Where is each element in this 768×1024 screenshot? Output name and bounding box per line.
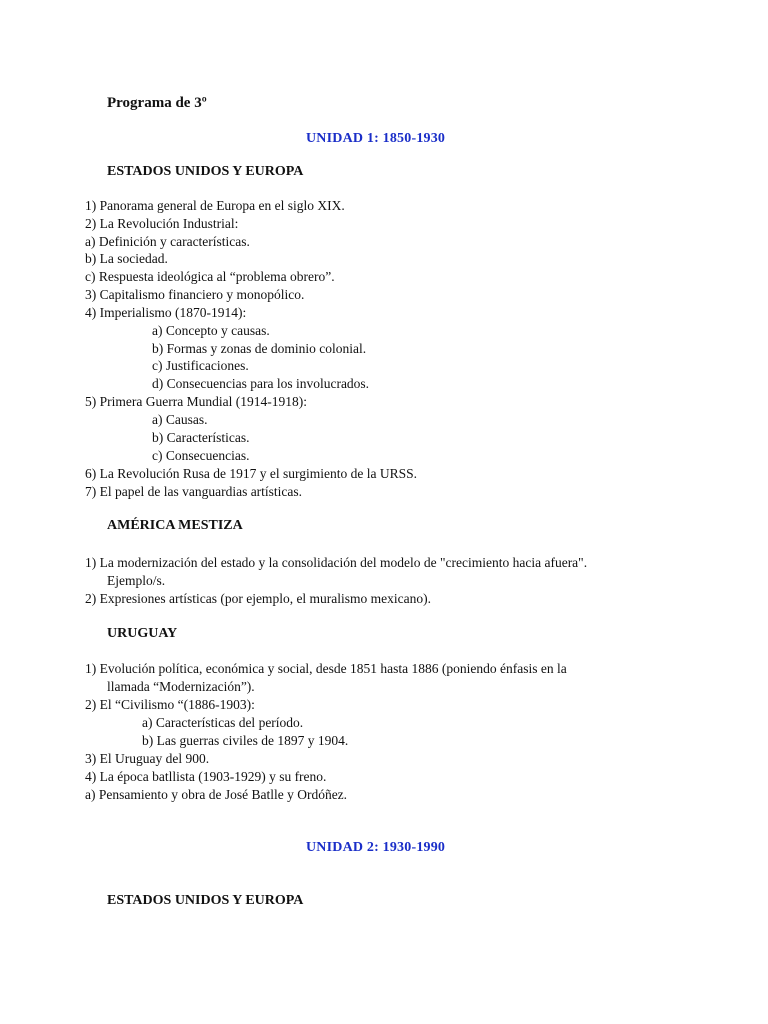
list-item: c) Respuesta ideológica al “problema obrero”. — [85, 269, 335, 284]
list-item: 1) La modernización del estado y la consolidación del modelo de "crecimiento hacia afuera". — [85, 555, 588, 570]
list-item: 2) El “Civilismo “(1886-1903): — [85, 697, 255, 712]
list-subitem: b) Características. — [152, 430, 250, 445]
list-item: a) Pensamiento y obra de José Batlle y Ordóñez. — [85, 787, 348, 802]
unit-2-heading: UNIDAD 2: 1930-1990 — [306, 840, 446, 855]
list-subitem: c) Justificaciones. — [152, 358, 249, 373]
unit-1-heading: UNIDAD 1: 1850-1930 — [306, 131, 446, 146]
list-item: 3) Capitalismo financiero y monopólico. — [85, 287, 305, 302]
list-item: 2) La Revolución Industrial: — [85, 216, 239, 231]
list-item: 1) Panorama general de Europa en el siglo XIX. — [85, 198, 345, 213]
list-subitem: a) Concepto y causas. — [152, 323, 270, 338]
section-heading-uruguay: URUGUAY — [107, 626, 178, 641]
list-item: 3) El Uruguay del 900. — [85, 751, 210, 766]
list-item: 4) La época batllista (1903-1929) y su freno. — [85, 769, 327, 784]
section-heading-estados-unidos-europa: ESTADOS UNIDOS Y EUROPA — [107, 164, 304, 179]
list-item: 2) Expresiones artísticas (por ejemplo, el muralismo mexicano). — [85, 591, 432, 606]
list-item: 4) Imperialismo (1870-1914): — [85, 305, 247, 320]
list-item: 1) Evolución política, económica y social, desde 1851 hasta 1886 (poniendo énfasis en la — [85, 661, 567, 676]
list-item: b) La sociedad. — [85, 251, 168, 266]
list-subitem: b) Las guerras civiles de 1897 y 1904. — [142, 733, 349, 748]
document-title: Programa de 3º — [107, 95, 207, 111]
section-heading-america-mestiza: AMÉRICA MESTIZA — [107, 518, 243, 533]
list-subitem: a) Características del período. — [142, 715, 304, 730]
section-heading-estados-unidos-europa-2: ESTADOS UNIDOS Y EUROPA — [107, 893, 304, 908]
list-item-continuation: llamada “Modernización”). — [107, 679, 255, 694]
list-subitem: d) Consecuencias para los involucrados. — [152, 376, 370, 391]
list-item: 5) Primera Guerra Mundial (1914-1918): — [85, 394, 307, 409]
list-item: 7) El papel de las vanguardias artísticas. — [85, 484, 303, 499]
list-item: a) Definición y características. — [85, 234, 250, 249]
list-item: 6) La Revolución Rusa de 1917 y el surgimiento de la URSS. — [85, 466, 417, 481]
list-subitem: a) Causas. — [152, 412, 208, 427]
list-subitem: b) Formas y zonas de dominio colonial. — [152, 341, 367, 356]
list-item-continuation: Ejemplo/s. — [107, 573, 166, 588]
list-subitem: c) Consecuencias. — [152, 448, 250, 463]
